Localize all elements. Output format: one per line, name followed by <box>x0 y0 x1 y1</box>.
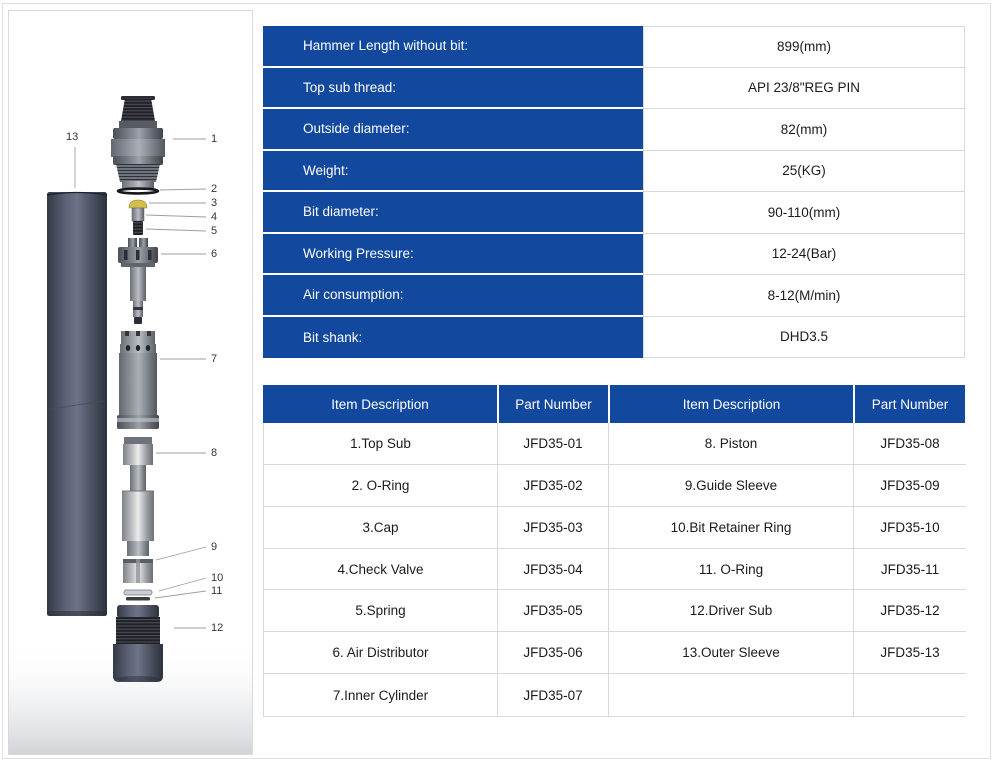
spec-value-cell: 12-24(Bar) <box>643 234 965 276</box>
parts-cell <box>609 674 854 716</box>
part-label-11: 11 <box>211 585 223 597</box>
spec-label-cell: Weight: <box>263 151 643 193</box>
parts-table <box>263 385 965 717</box>
parts-cell: JFD35-08 <box>854 423 966 465</box>
parts-cell: JFD35-13 <box>854 632 966 674</box>
spec-label-cell: Outside diameter: <box>263 109 643 151</box>
exploded-diagram-panel <box>8 10 253 755</box>
parts-cell: JFD35-10 <box>854 507 966 549</box>
parts-cell: 2. O-Ring <box>264 465 498 507</box>
spec-label-cell: Working Pressure: <box>263 234 643 276</box>
part-spring <box>133 221 143 235</box>
part-label-7: 7 <box>211 353 218 365</box>
part-guide-sleeve <box>123 559 153 583</box>
parts-cell: 7.Inner Cylinder <box>264 674 498 716</box>
spec-row <box>263 109 965 151</box>
parts-cell: 9.Guide Sleeve <box>609 465 854 507</box>
spec-value-cell: DHD3.5 <box>643 317 965 359</box>
spec-label-cell: Hammer Length without bit: <box>263 26 643 68</box>
part-label-2: 2 <box>211 183 218 195</box>
parts-cell: JFD35-02 <box>498 465 609 507</box>
part-o-ring <box>118 189 158 194</box>
parts-header-cell: Item Description <box>331 396 429 412</box>
parts-cell: JFD35-12 <box>854 590 966 632</box>
parts-cell: 4.Check Valve <box>264 549 498 591</box>
part-driver-sub <box>113 605 163 682</box>
spec-row <box>263 151 965 193</box>
part-label-10: 10 <box>211 572 224 584</box>
parts-cell: 8. Piston <box>609 423 854 465</box>
part-outer-sleeve <box>47 192 107 616</box>
parts-cell: JFD35-03 <box>498 507 609 549</box>
spec-row <box>263 26 965 68</box>
parts-cell: JFD35-06 <box>498 632 609 674</box>
parts-header-cell: Part Number <box>853 385 965 423</box>
parts-cell: 6. Air Distributor <box>264 632 498 674</box>
parts-header-cell: Item Description <box>608 385 853 423</box>
spec-row <box>263 317 965 359</box>
parts-cell: 5.Spring <box>264 590 498 632</box>
part-label-9: 9 <box>211 541 218 553</box>
parts-cell: JFD35-11 <box>854 549 966 591</box>
parts-cell: 1.Top Sub <box>264 423 498 465</box>
part-inner-cylinder <box>117 331 159 429</box>
parts-cell <box>854 674 966 716</box>
spec-row <box>263 192 965 234</box>
spec-label-cell: Bit shank: <box>263 317 643 359</box>
spec-table <box>263 26 965 358</box>
part-label-4: 4 <box>211 211 218 223</box>
parts-header-cell: Part Number <box>497 385 608 423</box>
spec-label-cell: Bit diameter: <box>263 192 643 234</box>
part-label-3: 3 <box>211 197 218 209</box>
parts-cell: JFD35-07 <box>498 674 609 716</box>
spec-row <box>263 68 965 110</box>
spec-row <box>263 234 965 276</box>
parts-cell: 13.Outer Sleeve <box>609 632 854 674</box>
part-air-distributor <box>118 238 158 324</box>
part-label-5: 5 <box>211 225 218 237</box>
part-label-12: 12 <box>211 622 224 634</box>
parts-table-body <box>263 423 965 717</box>
exploded-diagram <box>9 11 252 754</box>
parts-cell: 10.Bit Retainer Ring <box>609 507 854 549</box>
parts-cell: 11. O-Ring <box>609 549 854 591</box>
spec-value-cell: 25(KG) <box>643 151 965 193</box>
part-label-6: 6 <box>211 248 218 260</box>
part-label-1: 1 <box>211 133 218 145</box>
parts-cell: 3.Cap <box>264 507 498 549</box>
spec-value-cell: 899(mm) <box>643 26 965 68</box>
parts-cell: JFD35-05 <box>498 590 609 632</box>
spec-value-cell: 90-110(mm) <box>643 192 965 234</box>
spec-value-cell: 82(mm) <box>643 109 965 151</box>
spec-label-cell: Air consumption: <box>263 275 643 317</box>
spec-row <box>263 275 965 317</box>
spec-value-cell: 8-12(M/min) <box>643 275 965 317</box>
parts-cell: JFD35-01 <box>498 423 609 465</box>
spec-value-cell: API 23/8"REG PIN <box>643 68 965 110</box>
parts-cell: JFD35-09 <box>854 465 966 507</box>
spec-label-cell: Top sub thread: <box>263 68 643 110</box>
part-cap <box>129 200 147 208</box>
parts-cell: 12.Driver Sub <box>609 590 854 632</box>
part-o-ring-2 <box>126 597 150 601</box>
part-label-13: 13 <box>66 131 79 143</box>
part-bit-retainer-ring <box>124 590 152 595</box>
part-piston <box>122 437 154 556</box>
part-check-valve <box>132 208 144 221</box>
part-top-sub <box>111 96 165 188</box>
part-label-8: 8 <box>211 447 218 459</box>
parts-cell: JFD35-04 <box>498 549 609 591</box>
parts-table-header <box>263 385 965 423</box>
